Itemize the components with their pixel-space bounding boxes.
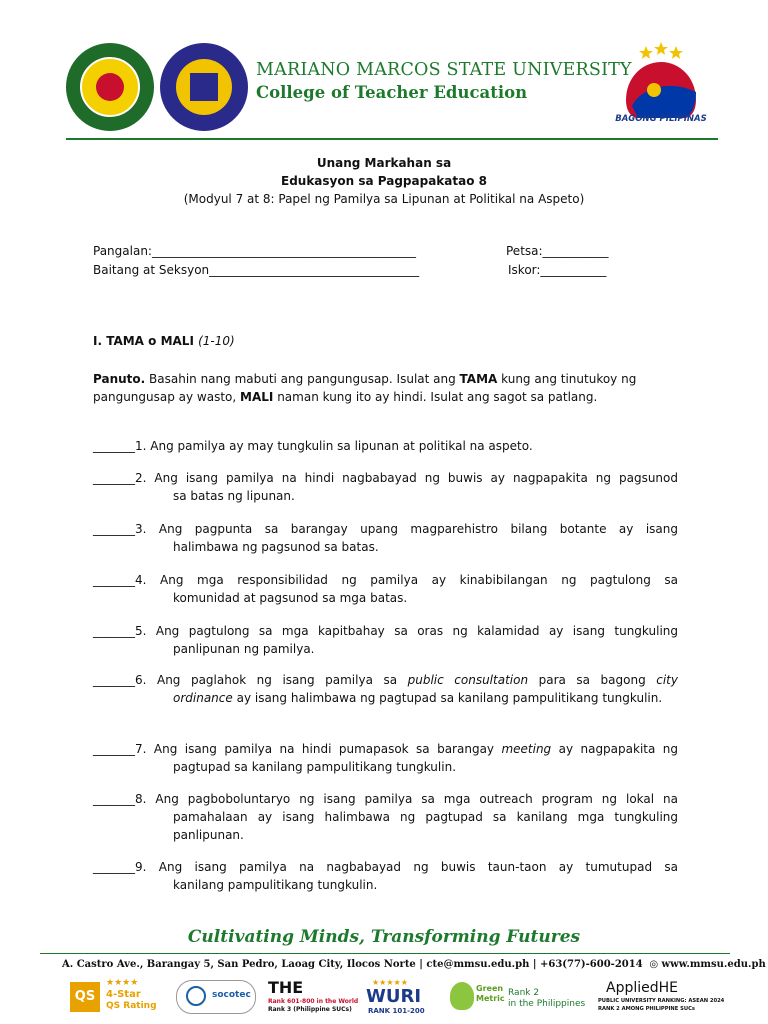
footer-motto: Cultivating Minds, Transforming Futures — [187, 927, 581, 947]
iskor-field[interactable]: Iskor:___________ — [508, 263, 607, 277]
greenmetric-badge: Green Metric Rank 2 in the Philippines — [450, 978, 610, 1016]
baitang-seksyon-field[interactable]: Baitang at Seksyon___________________________________ — [93, 263, 420, 277]
subject-title: Edukasyon sa Pagpapakatao 8 — [281, 174, 487, 188]
question-item-5: _______5. Ang pagtulong sa mga kapitbahay sa oras ng kalamidad ay isang tungkuling panlipunan ng pamilya. — [93, 624, 678, 656]
question-item-8: _______8. Ang pagboboluntaryo ng isang pamilya sa mga outreach program ng lokal na pamahalaan ay isang halimbawa ng pagtupad sa kanilang mga tungkuling panlipunan. — [93, 792, 678, 842]
instructions: Panuto. Basahin nang mabuti ang pangungusap. Isulat ang TAMA kung ang tinutukoy ng pangungusap ay wasto, MALI naman kung ito ay hindi. Isulat ang sagot sa patlang. — [93, 372, 637, 404]
section-range: (1-10) — [198, 334, 235, 348]
module-subtitle: (Modyul 7 at 8: Papel ng Pamilya sa Lipunan at Politikal na Aspeto) — [183, 192, 585, 206]
appliedhe-badge: AppliedHE PUBLIC UNIVERSITY RANKING: ASEAN 2024 RANK 2 AMONG PHILIPPINE SUCs — [598, 980, 725, 1012]
cte-seal-logo — [160, 43, 248, 131]
question-item-2: _______2. Ang isang pamilya na hindi nagbabayad ng buwis ay nagpapakita ng pagsunod sa batas ng lipunan. — [93, 471, 678, 503]
petsa-field[interactable]: Petsa:___________ — [506, 244, 609, 258]
pangalan-field[interactable]: Pangalan:____________________________________________ — [93, 244, 416, 258]
question-item-9: _______9. Ang isang pamilya na nagbabayad ng buwis taun-taon ay tumutupad sa kanilang pampulitikang tungkulin. — [93, 860, 678, 892]
question-item-3: _______3. Ang pagpunta sa barangay upang magparehistro bilang botante ay isang halimbawa ng pagsunod sa batas. — [93, 522, 678, 554]
question-item-6: _______6. Ang paglahok ng isang pamilya sa public consultation para sa bagong city ordinance ay isang halimbawa ng pagtupad sa kanilang pampulitikang tungkulin. — [93, 673, 678, 705]
the-ranking-badge: THE Rank 601-800 in the World Rank 3 (Philippine SUCs) — [268, 978, 359, 1013]
qs-rating-badge: QS ★★★★ 4-Star QS Rating — [70, 978, 165, 1016]
socotec-badge: socotec — [176, 978, 256, 1016]
question-item-1: _______1. Ang pamilya ay may tungkulin sa lipunan at politikal na aspeto. — [93, 439, 533, 453]
quarter-title: Unang Markahan sa — [316, 156, 452, 170]
question-item-4: _______4. Ang mga responsibilidad ng pamilya ay kinabibilangan ng pagtulong sa komunidad at pagsunod sa mga batas. — [93, 573, 678, 605]
question-item-7: _______7. Ang isang pamilya na hindi pumapasok sa barangay meeting ay nagpapakita ng pagtupad sa kanilang pampulitikang tungkulin. — [93, 742, 678, 774]
college-name: College of Teacher Education — [256, 83, 528, 102]
website-link[interactable]: www.mmsu.edu.ph — [661, 959, 766, 970]
footer-address: A. Castro Ave., Barangay 5, San Pedro, Laoag City, Ilocos Norte | cte@mmsu.edu.ph | +63(77)-600-2014 ◎ www.mmsu.edu.ph — [62, 959, 766, 970]
university-name: MARIANO MARCOS STATE UNIVERSITY — [256, 60, 632, 80]
wuri-badge: ★★★★★ WURI RANK 101-200 — [366, 978, 425, 1015]
section-heading: I. TAMA o MALI (1-10) — [93, 334, 235, 348]
globe-icon: ◎ — [646, 959, 659, 970]
bagong-pilipinas-text: BAGONG PILIPINAS — [615, 114, 707, 124]
footer-divider — [40, 953, 730, 954]
header-divider — [66, 138, 718, 140]
mmsu-seal-logo — [66, 43, 154, 131]
